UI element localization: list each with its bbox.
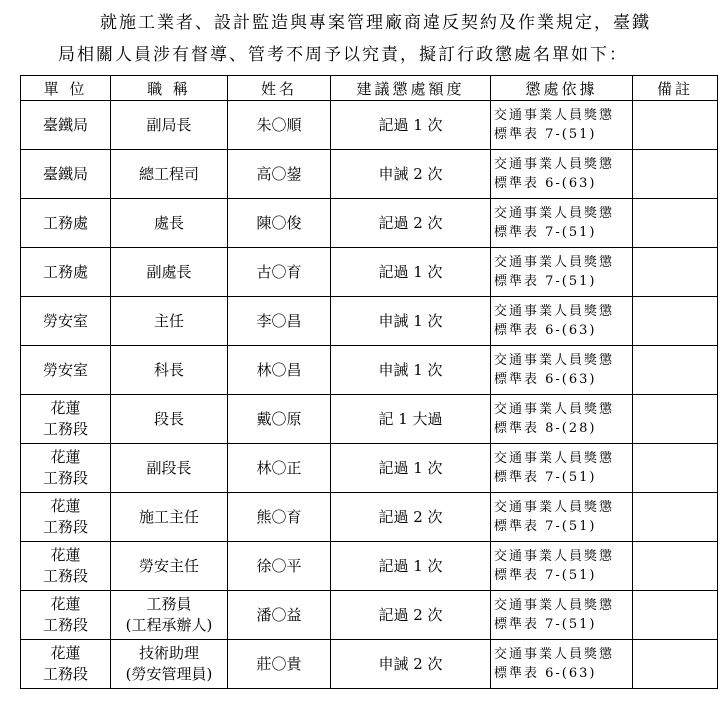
cell-title (111, 150, 228, 199)
cell-note (633, 199, 718, 248)
cell-unit-line: 花蓮 (50, 644, 81, 662)
cell-note (633, 640, 718, 689)
cell-unit-line: 勞安室 (42, 360, 88, 379)
cell-basis-line: 標準表 6-(63) (494, 666, 597, 681)
cell-title-line: 工務員 (146, 595, 192, 613)
cell-basis (491, 150, 633, 199)
cell-penalty: 申誡 2 次 (331, 640, 491, 689)
cell-basis (491, 640, 633, 689)
cell-unit-line: 臺鐵局 (42, 164, 88, 183)
table-row (21, 542, 718, 591)
cell-unit-line: 花蓮 (50, 448, 81, 466)
table-body (21, 101, 718, 689)
cell-name: 戴〇原 (228, 395, 331, 444)
cell-basis-line: 標準表 7-(51) (494, 127, 597, 142)
cell-title-line: 總工程司 (138, 164, 199, 183)
cell-basis-line: 交通事業人員獎懲 (494, 500, 615, 515)
cell-note (633, 297, 718, 346)
cell-penalty: 記過 1 次 (331, 542, 491, 591)
cell-unit (21, 101, 111, 150)
cell-name: 林〇正 (228, 444, 331, 493)
intro-line-1: 就施工業者、設計監造與專案管理廠商違反契約及作業規定，臺鐵 (100, 13, 651, 33)
cell-basis-line: 交通事業人員獎懲 (494, 206, 615, 221)
cell-basis-line: 交通事業人員獎懲 (494, 647, 615, 662)
cell-unit-line: 工務段 (42, 567, 88, 585)
cell-penalty: 記過 1 次 (331, 248, 491, 297)
cell-title (111, 640, 228, 689)
table-row (21, 346, 718, 395)
cell-basis-line: 交通事業人員獎懲 (494, 157, 615, 172)
cell-unit-line: 工務段 (42, 518, 88, 536)
cell-basis-line: 標準表 7-(51) (494, 274, 597, 289)
cell-penalty: 記 1 大過 (331, 395, 491, 444)
cell-title-line: 處長 (153, 213, 184, 232)
cell-title (111, 493, 228, 542)
cell-name: 古〇育 (228, 248, 331, 297)
cell-unit-line: 勞安室 (42, 311, 88, 330)
cell-unit (21, 444, 111, 493)
cell-basis-line: 標準表 7-(51) (494, 225, 597, 240)
cell-basis-line: 交通事業人員獎懲 (494, 108, 615, 123)
cell-unit (21, 493, 111, 542)
cell-unit-line: 花蓮 (50, 546, 81, 564)
cell-name: 高〇鋆 (228, 150, 331, 199)
table-row (21, 248, 718, 297)
cell-note (633, 493, 718, 542)
cell-basis-line: 標準表 8-(28) (494, 421, 597, 436)
table-row (21, 199, 718, 248)
cell-note (633, 542, 718, 591)
cell-name: 潘〇益 (228, 591, 331, 640)
cell-basis (491, 346, 633, 395)
cell-note (633, 346, 718, 395)
cell-basis-line: 交通事業人員獎懲 (494, 549, 615, 564)
cell-title (111, 297, 228, 346)
cell-name: 熊〇育 (228, 493, 331, 542)
header-unit: 單 位 (21, 76, 111, 101)
cell-basis-line: 交通事業人員獎懲 (494, 353, 615, 368)
cell-basis-line: 交通事業人員獎懲 (494, 598, 615, 613)
cell-penalty: 申誡 1 次 (331, 297, 491, 346)
cell-name: 李〇昌 (228, 297, 331, 346)
cell-title (111, 591, 228, 640)
cell-title-line: 副局長 (146, 115, 192, 134)
cell-basis (491, 199, 633, 248)
header-title: 職 稱 (111, 76, 228, 101)
cell-basis-line: 標準表 6-(63) (494, 176, 597, 191)
cell-unit (21, 395, 111, 444)
penalty-table (20, 75, 718, 689)
cell-note (633, 248, 718, 297)
cell-unit-line: 工務段 (42, 469, 88, 487)
cell-title (111, 444, 228, 493)
cell-title-line: 主任 (153, 311, 184, 330)
cell-name: 林〇昌 (228, 346, 331, 395)
cell-unit-line: 工務段 (42, 616, 88, 634)
table-row (21, 444, 718, 493)
cell-title-line: 技術助理 (138, 644, 199, 662)
cell-unit-line: 臺鐵局 (42, 115, 88, 134)
cell-title-line: 副段長 (146, 458, 192, 477)
table-row (21, 297, 718, 346)
table-row (21, 493, 718, 542)
table-row (21, 150, 718, 199)
cell-penalty: 記過 2 次 (331, 591, 491, 640)
header-name: 姓名 (228, 76, 331, 101)
cell-name: 朱〇順 (228, 101, 331, 150)
cell-title-line: 勞安主任 (138, 556, 199, 575)
cell-basis-line: 交通事業人員獎懲 (494, 451, 615, 466)
cell-penalty: 申誡 1 次 (331, 346, 491, 395)
cell-basis-line: 標準表 7-(51) (494, 470, 597, 485)
cell-penalty: 記過 2 次 (331, 493, 491, 542)
cell-note (633, 444, 718, 493)
cell-unit-line: 工務處 (42, 262, 88, 281)
cell-unit-line: 工務段 (42, 665, 88, 683)
cell-unit-line: 花蓮 (50, 595, 81, 613)
cell-title (111, 199, 228, 248)
cell-title-line: 科長 (153, 360, 184, 379)
cell-basis-line: 交通事業人員獎懲 (494, 304, 615, 319)
cell-basis-line: 標準表 7-(51) (494, 519, 597, 534)
cell-name: 陳〇俊 (228, 199, 331, 248)
intro-line-2: 局相關人員涉有督導、管考不周予以究責，擬訂行政懲處名單如下： (58, 45, 628, 65)
cell-basis (491, 542, 633, 591)
cell-name: 徐〇平 (228, 542, 331, 591)
table-header-row (21, 76, 718, 101)
cell-unit (21, 542, 111, 591)
table-row (21, 640, 718, 689)
cell-title-line: 施工主任 (138, 507, 199, 526)
cell-title (111, 542, 228, 591)
cell-basis (491, 395, 633, 444)
cell-title (111, 346, 228, 395)
cell-basis-line: 交通事業人員獎懲 (494, 255, 615, 270)
cell-title (111, 101, 228, 150)
cell-basis-line: 標準表 6-(63) (494, 323, 597, 338)
cell-penalty: 申誡 2 次 (331, 150, 491, 199)
cell-basis (491, 493, 633, 542)
cell-unit (21, 150, 111, 199)
cell-title-line: (工程承辦人) (125, 616, 213, 634)
cell-unit-line: 工務段 (42, 420, 88, 438)
table-row (21, 395, 718, 444)
cell-unit-line: 花蓮 (50, 497, 81, 515)
cell-title (111, 248, 228, 297)
cell-note (633, 591, 718, 640)
cell-title-line: (勞安管理員) (125, 665, 213, 683)
cell-basis (491, 297, 633, 346)
cell-note (633, 101, 718, 150)
cell-basis (491, 591, 633, 640)
cell-basis-line: 交通事業人員獎懲 (494, 402, 615, 417)
cell-title-line: 段長 (153, 409, 184, 428)
cell-unit (21, 248, 111, 297)
cell-unit (21, 591, 111, 640)
cell-penalty: 記過 1 次 (331, 101, 491, 150)
table-row (21, 591, 718, 640)
cell-basis (491, 444, 633, 493)
cell-unit (21, 346, 111, 395)
intro-paragraph (0, 0, 728, 74)
cell-name: 莊〇貴 (228, 640, 331, 689)
cell-basis (491, 101, 633, 150)
cell-penalty: 記過 1 次 (331, 444, 491, 493)
cell-basis (491, 248, 633, 297)
table-row (21, 101, 718, 150)
cell-note (633, 395, 718, 444)
cell-title-line: 副處長 (146, 262, 192, 281)
cell-basis-line: 標準表 7-(51) (494, 568, 597, 583)
header-basis: 懲處依據 (491, 76, 633, 101)
cell-basis-line: 標準表 6-(63) (494, 372, 597, 387)
cell-title (111, 395, 228, 444)
cell-note (633, 150, 718, 199)
header-penalty: 建議懲處額度 (331, 76, 491, 101)
cell-unit-line: 花蓮 (50, 399, 81, 417)
cell-basis-line: 標準表 7-(51) (494, 617, 597, 632)
cell-penalty: 記過 2 次 (331, 199, 491, 248)
cell-unit (21, 640, 111, 689)
cell-unit (21, 199, 111, 248)
header-note: 備註 (633, 76, 718, 101)
cell-unit (21, 297, 111, 346)
cell-unit-line: 工務處 (42, 213, 88, 232)
